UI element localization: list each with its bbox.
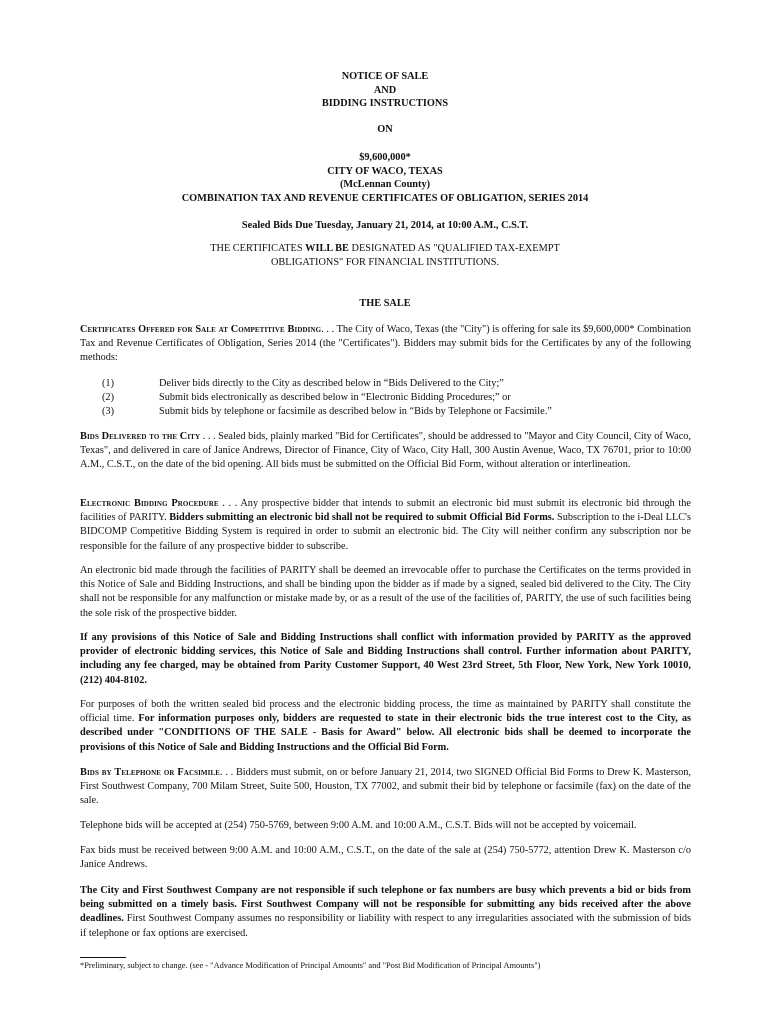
lead-certificates-offered: Certificates Offered for Sale at Competitive Bidding	[80, 324, 322, 335]
designation-text-c: DESIGNATED AS "QUALIFIED TAX-EXEMPT	[348, 243, 560, 254]
title-and: AND	[373, 84, 397, 96]
text-electronic-bidding-bold: Bidders submitting an electronic bid shall not be required to submit Official Bid Forms.	[169, 512, 555, 524]
text-certificates-offered: . . . The City of Waco, Texas (the "City") is offering for sale its $9,600,000* Combination Tax and Revenue Certificates of Obligation, Series 2014 (the "Certificates"). Bidders may submit bids for the Certificates by any of the following methods:	[80, 324, 691, 364]
designation-notice	[100, 242, 670, 269]
lead-bids-by-telephone: Bids by Telephone or Facsimile	[80, 767, 220, 778]
list-item	[80, 405, 691, 419]
title-on: ON	[377, 124, 393, 135]
bid-methods-list	[80, 377, 691, 418]
footnote-divider	[80, 957, 126, 958]
paragraph-electronic-bidding	[80, 497, 691, 554]
paragraph-parity-conflict: If any provisions of this Notice of Sale and Bidding Instructions shall conflict with information provided by PARITY as the approved provider of electronic bidding services, this Notice of Sale and Bidding Instructions shall control. Further information about PARITY, including any fee charged, may be obtained from Parity Customer Support, 40 West 23rd Street, 5th Floor, New York, New York 10010, (212) 404-8102.	[80, 632, 691, 686]
list-item-number: (3)	[102, 405, 115, 417]
designation-text-a: THE CERTIFICATES	[210, 243, 306, 254]
text-responsibility-bold: The City and First Southwest Company are not responsible if such telephone or fax numbers are busy which prevents a bid or bids from being submitted on a timely basis. First Southwest Company will not be responsible for submitting any bids received after the above deadlines.	[80, 885, 691, 925]
footnote-preliminary: *Preliminary, subject to change. (see - "Advance Modification of Principal Amounts" and "Post Bid Modification of Principal Amounts")	[80, 961, 541, 970]
paragraph-bids-delivered	[80, 430, 691, 473]
paragraph-irrevocable-offer: An electronic bid made through the facilities of PARITY shall be deemed an irrevocable offer to purchase the Certificates on the terms provided in this Notice of Sale and Bidding Instructions, and shall be binding upon the bidder as if made by a signed, sealed bid delivered to the City. The City shall not be responsible for any malfunction or mistake made by, or as a result of the use of the facilities of, PARITY, the use of such facilities being the sole risk of the prospective bidder.	[80, 565, 691, 619]
paragraph-bids-by-telephone	[80, 766, 691, 809]
bids-due-line: Sealed Bids Due Tuesday, January 21, 2014, at 10:00 A.M., C.S.T.	[241, 220, 529, 231]
title-block	[100, 70, 670, 111]
issuer-county: (McLennan County)	[339, 179, 431, 190]
designation-text-d: OBLIGATIONS" FOR FINANCIAL INSTITUTIONS.	[270, 256, 500, 268]
lead-electronic-bidding: Electronic Bidding Procedure	[80, 498, 219, 509]
list-item-text: Submit bids electronically as described below in “Electronic Bidding Procedures;” or	[159, 391, 511, 403]
paragraph-fax-bids: Fax bids must be received between 9:00 A.M. and 10:00 A.M., C.S.T., on the date of the sale at (254) 750-5772, attention Drew K. Masterson c/o Janice Andrews.	[80, 845, 691, 871]
text-electronic-bidding-a: . . . Any prospective bidder that intends to submit an electronic bid must submit its electronic bid through the facilities of PARITY.	[80, 498, 691, 524]
paragraph-official-time	[80, 698, 691, 755]
section-title: THE SALE	[359, 298, 411, 309]
text-electronic-bidding-b: Subscription to the i-Deal LLC's BIDCOMP Competitive Bidding System is required in order to submit an electronic bid. The City will neither confirm any subscription nor be responsible for the failure of any prospective bidder to subscribe.	[80, 512, 691, 552]
list-item	[80, 377, 691, 391]
issuer-name: CITY OF WACO, TEXAS	[327, 165, 443, 177]
list-item-text: Submit bids by telephone or facsimile as described below in “Bids by Telephone or Facsimile.”	[159, 405, 552, 417]
series-title: COMBINATION TAX AND REVENUE CERTIFICATES OF OBLIGATION, SERIES 2014	[181, 192, 589, 204]
list-item-number: (2)	[102, 391, 115, 403]
paragraph-telephone-bids: Telephone bids will be accepted at (254) 750-5769, between 9:00 A.M. and 10:00 A.M., C.S.T. Bids will not be accepted by voicemail.	[80, 820, 637, 831]
issue-block	[100, 151, 670, 205]
issue-amount: $9,600,000*	[359, 152, 411, 163]
text-bids-by-telephone: . . . Bidders must submit, on or before January 21, 2014, two SIGNED Official Bid Forms to Drew K. Masterson, First Southwest Company, 700 Milam Street, Suite 500, Houston, TX 77002, and submit their bid by telephone or facsimile (fax) on the date of the sale.	[80, 767, 692, 807]
title-bidding-instructions: BIDDING INSTRUCTIONS	[321, 98, 449, 109]
text-official-time: For purposes of both the written sealed bid process and the electronic bidding process, the time as maintained by PARITY shall constitute the official time.	[80, 699, 691, 725]
list-item	[80, 391, 691, 405]
lead-bids-delivered: Bids Delivered to the City	[80, 431, 201, 442]
list-item-number: (1)	[102, 378, 115, 389]
text-bids-delivered: . . . Sealed bids, plainly marked "Bid for Certificates", should be addressed to "Mayor and City Council, City of Waco, Texas", and delivered in care of Janice Andrews, Director of Finance, City of Waco, City Hall, 300 Austin Avenue, Waco, TX 76701, prior to 10:00 A.M., C.S.T., on the date of the bid opening. All bids must be submitted on the Official Bid Form, without alteration or interlineation.	[80, 431, 691, 471]
paragraph-certificates-offered	[80, 323, 691, 366]
paragraph-responsibility	[80, 884, 691, 941]
designation-text-bold: WILL BE	[305, 243, 349, 254]
title-notice-of-sale: NOTICE OF SALE	[341, 71, 429, 82]
list-item-text: Deliver bids directly to the City as described below in “Bids Delivered to the City;”	[159, 378, 504, 389]
text-responsibility: First Southwest Company assumes no responsibility or liability with respect to any irregularities associated with the submission of bids if telephone or fax options are exercised.	[80, 913, 691, 939]
text-official-time-bold: For information purposes only, bidders are requested to state in their electronic bids the true interest cost to the City, as described under "CONDITIONS OF THE SALE - Basis for Award" below. All electronic bids shall be deemed to incorporate the provisions of this Notice of Sale and Bidding Instructions and the Official Bid Form.	[80, 713, 691, 753]
